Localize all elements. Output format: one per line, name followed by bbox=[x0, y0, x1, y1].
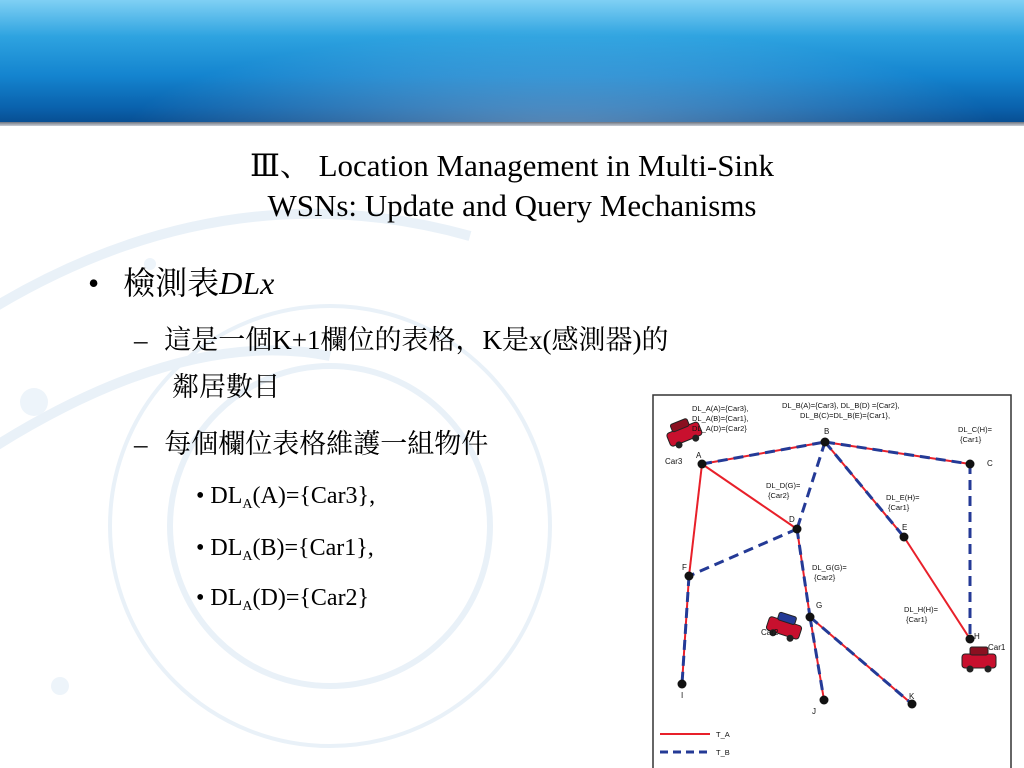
dl-subscript: A bbox=[242, 497, 253, 512]
dash-marker: – bbox=[134, 429, 148, 459]
annotation-line: {Car2} bbox=[814, 573, 836, 582]
bullet-marker: • bbox=[196, 483, 205, 509]
annotation-line: {Car1} bbox=[888, 503, 910, 512]
annotation-line: DL_B(C)=DL_B(E)={Car1}, bbox=[800, 411, 891, 420]
node-label: E bbox=[902, 523, 908, 532]
node-label: G bbox=[816, 601, 823, 610]
node-b bbox=[821, 438, 830, 447]
text-part: 是 bbox=[501, 325, 529, 356]
node-label: J bbox=[812, 707, 816, 716]
dl-prefix: DL bbox=[210, 483, 243, 509]
dl-entry: (D)={Car2} bbox=[252, 585, 370, 611]
dash-marker: – bbox=[134, 325, 148, 355]
annotation-line: {Car1} bbox=[906, 615, 928, 624]
dl-entry: (B)={Car1}, bbox=[252, 535, 374, 561]
annotation-line: DL_C(H)= bbox=[958, 425, 992, 434]
text-part: ) bbox=[632, 325, 642, 355]
bullet-marker: • bbox=[196, 535, 205, 561]
annotation-box-a bbox=[692, 404, 749, 433]
annotation-line: DL_H(H)= bbox=[904, 605, 938, 614]
node-label: C bbox=[987, 459, 993, 468]
node-label: I bbox=[681, 691, 684, 700]
annotation-line: DL_B(A)={Car3}, DL_B(D) ={Car2}, bbox=[782, 401, 900, 410]
annotation-line: DL_A(B)={Car1}, bbox=[692, 414, 749, 423]
subbullet-object-set-text: 每個欄位表格維護一組物件 bbox=[164, 429, 489, 460]
node-label: K bbox=[909, 692, 915, 701]
text-part: 的 bbox=[641, 325, 669, 356]
list-item bbox=[196, 582, 369, 623]
bullet-detection-table bbox=[88, 262, 274, 304]
network-figure bbox=[652, 394, 1012, 768]
node-i bbox=[678, 680, 687, 689]
node-label: A bbox=[696, 451, 702, 460]
legend-label-ta: T_A bbox=[716, 730, 730, 739]
bullet-marker: • bbox=[196, 585, 205, 611]
legend-label-tb: T_B bbox=[716, 748, 730, 757]
car1-label: Car1 bbox=[988, 643, 1006, 652]
annotation-line: DL_A(A)={Car3}, bbox=[692, 404, 749, 413]
text-part: 欄位的表格， bbox=[320, 325, 483, 356]
list-item bbox=[196, 480, 375, 521]
node-d bbox=[793, 525, 802, 534]
dl-subscript: A bbox=[242, 599, 253, 614]
node-f bbox=[685, 572, 694, 581]
text-part: 感測器 bbox=[551, 325, 633, 356]
node-label: F bbox=[682, 563, 687, 572]
annotation-line: {Car1} bbox=[960, 435, 982, 444]
annotation-line: DL_E(H)= bbox=[886, 493, 920, 502]
node-label: H bbox=[974, 632, 980, 641]
annotation-line: {Car2} bbox=[768, 491, 790, 500]
list-item bbox=[196, 532, 374, 573]
dl-entry: (A)={Car3}, bbox=[252, 483, 376, 509]
annotation-line: DL_D(G)= bbox=[766, 481, 801, 490]
bullet-detection-table-symbol: DLx bbox=[219, 265, 275, 301]
text-part: x( bbox=[528, 325, 552, 355]
node-c bbox=[966, 460, 975, 469]
bullet-detection-table-label: 檢測表 bbox=[123, 264, 220, 302]
slide-title-line1: Ⅲ、 Location Management in Multi-Sink bbox=[249, 148, 775, 183]
header-band bbox=[0, 0, 1024, 122]
slide-title-line2: WSNs: Update and Query Mechanisms bbox=[267, 188, 757, 223]
dl-subscript: A bbox=[242, 549, 253, 564]
subbullet-table-columns bbox=[134, 322, 668, 359]
subbullet-object-set bbox=[134, 426, 488, 463]
node-j bbox=[820, 696, 829, 705]
node-label: B bbox=[824, 427, 830, 436]
text-part: K bbox=[482, 325, 502, 355]
dl-prefix: DL bbox=[210, 585, 243, 611]
subbullet-table-columns-continued: 鄰居數目 bbox=[172, 372, 280, 403]
dl-prefix: DL bbox=[210, 535, 243, 561]
node-a bbox=[698, 460, 707, 469]
annotation-line: DL_A(D)={Car2} bbox=[692, 424, 747, 433]
node-e bbox=[900, 533, 909, 542]
annotation-line: DL_G(G)= bbox=[812, 563, 847, 572]
node-g bbox=[806, 613, 815, 622]
car2-label: Car2 bbox=[761, 628, 779, 637]
text-part: K+1 bbox=[272, 325, 321, 355]
bullet-marker: • bbox=[88, 265, 100, 301]
node-label: D bbox=[789, 515, 795, 524]
slide-title bbox=[60, 146, 964, 226]
annotation-box-b bbox=[782, 401, 900, 420]
text-part: 這是一個 bbox=[164, 325, 273, 356]
car3-label: Car3 bbox=[665, 457, 683, 466]
